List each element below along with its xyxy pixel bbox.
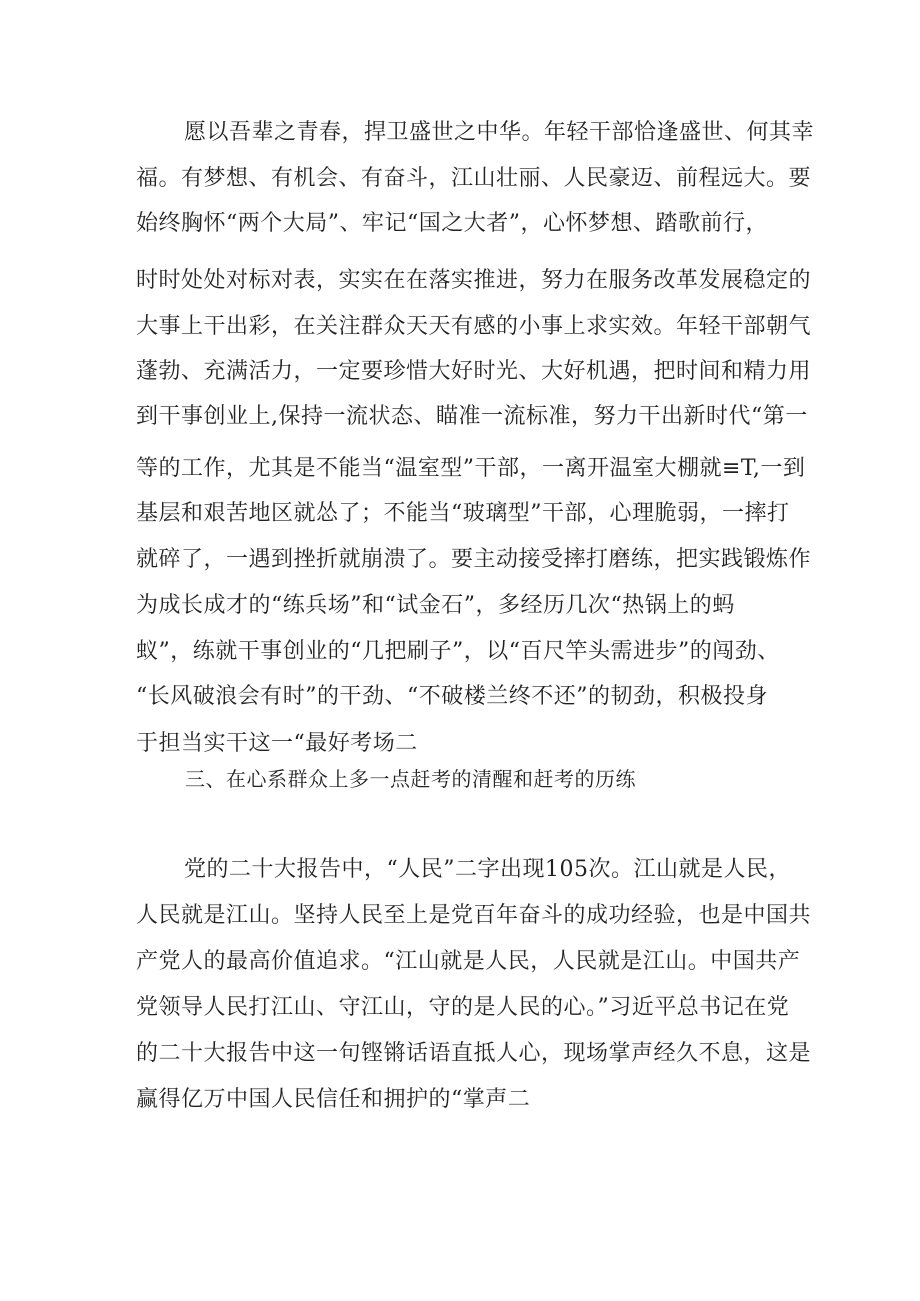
paragraph-1-line-11: 为成长成才的“练兵场”和“试金石”，多经历几次“热锅上的蚂 (136, 593, 735, 618)
paragraph-1-line-6: 蓬勃、充满活力，一定要珍惜大好时光、大好机遇，把时间和精力用 (136, 359, 812, 384)
paragraph-1-line-4: 时时处处对标对表，实实在在落实推进，努力在服务改革发展稳定的 (136, 268, 812, 293)
paragraph-2-line-2: 人民就是江山。坚持人民至上是党百年奋斗的成功经验，也是中国共 (136, 903, 812, 928)
paragraph-1-line-2: 福。有梦想、有机会、有奋斗，江山壮丽、人民豪迈、前程远大。要 (136, 166, 812, 191)
paragraph-1-line-1: 愿以吾辈之青春，捍卫盛世之中华。年轻干部恰逢盛世、何其幸 (184, 120, 815, 145)
paragraph-2-line-1: 党的二十大报告中，“人民”二字出现105次。江山就是人民， (184, 857, 791, 882)
paragraph-1-line-7: 到干事创业上,保持一流状态、瞄准一流标准，努力干出新时代“第一 (136, 404, 808, 429)
paragraph-1-line-5: 大事上干出彩，在关注群众天天有感的小事上求实效。年轻干部朝气 (136, 314, 812, 339)
paragraph-1-line-13: “长风破浪会有时”的干劲、“不破楼兰终不还”的韧劲，积极投身 (136, 684, 768, 709)
paragraph-2-line-5: 的二十大报告中这一句铿锵话语直抵人心，现场掌声经久不息，这是 (136, 1041, 812, 1066)
paragraph-1-line-12: 蚁”，练就干事创业的“几把刷子”，以“百尺竿头需进步”的闯劲、 (136, 639, 780, 664)
paragraph-2-line-3: 产党人的最高价值追求。“江山就是人民，人民就是江山。中国共产 (136, 949, 801, 974)
section-heading: 三、在心系群众上多一点赶考的清醒和赶考的历练 (185, 767, 636, 791)
paragraph-2-line-6: 赢得亿万中国人民信任和拥护的“掌声二 (136, 1087, 531, 1112)
paragraph-1-line-9: 基层和艰苦地区就怂了；不能当“玻璃型”干部，心理脆弱，一摔打 (136, 501, 790, 526)
paragraph-1-line-14: 于担当实干这一“最好考场二 (136, 731, 418, 756)
paragraph-1-line-10: 就碎了，一遇到挫折就崩溃了。要主动接受摔打磨练，把实践锻炼作 (136, 547, 812, 572)
paragraph-1-line-8: 等的工作，尤其是不能当“温室型”干部，一离开温室大棚就≡T,一到 (136, 456, 806, 481)
paragraph-2-line-4: 党领导人民打江山、守江山，守的是人民的心。”习近平总书记在党 (136, 995, 790, 1020)
paragraph-1-line-3: 始终胸怀“两个大局”、牢记“国之大者”，心怀梦想、踏歌前行， (136, 211, 768, 236)
